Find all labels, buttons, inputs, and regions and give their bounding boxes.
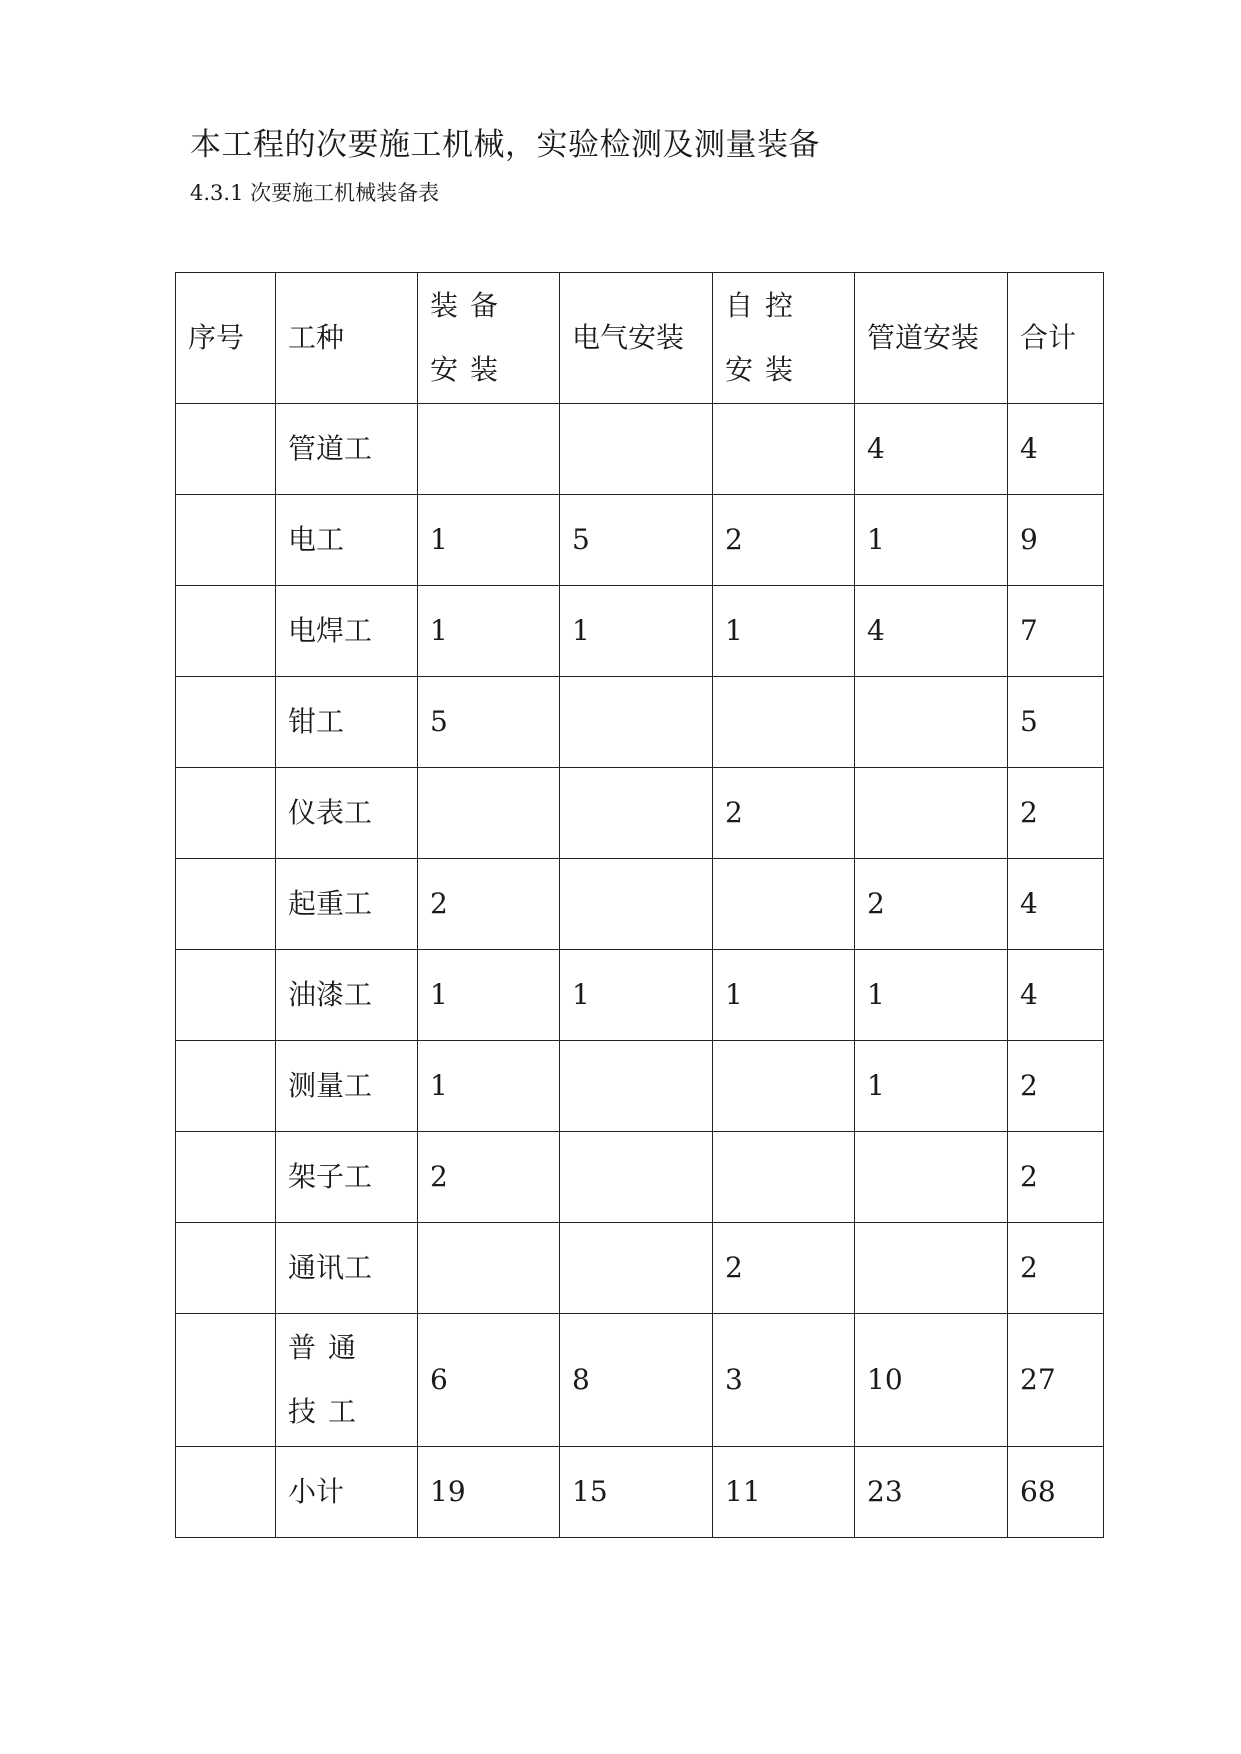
cell-control: 2 [713,495,855,586]
cell-equipment: 2 [418,859,560,950]
cell-trade: 钳工 [276,677,418,768]
cell-control [713,1132,855,1223]
cell-trade: 通讯工 [276,1223,418,1314]
cell-piping [855,677,1008,768]
cell-control: 1 [713,586,855,677]
cell-trade-label: 普通技工 [288,1331,369,1428]
table-row [176,1314,1104,1447]
table-caption: 4.3.1 次要施工机械装备表 [190,181,440,205]
table-row [176,859,1104,950]
cell-equipment: 5 [418,677,560,768]
cell-trade: 仪表工 [276,768,418,859]
cell-electrical: 5 [560,495,713,586]
cell-trade: 油漆工 [276,950,418,1041]
cell-trade: 起重工 [276,859,418,950]
table-row [176,586,1104,677]
cell-piping: 23 [855,1447,1008,1538]
cell-equipment: 19 [418,1447,560,1538]
cell-total: 27 [1008,1314,1104,1447]
cell-piping: 1 [855,1041,1008,1132]
cell-total: 4 [1008,404,1104,495]
cell-trade: 管道工 [276,404,418,495]
cell-trade: 测量工 [276,1041,418,1132]
cell-electrical: 1 [560,950,713,1041]
cell-equipment [418,404,560,495]
cell-piping [855,768,1008,859]
table-row [176,1223,1104,1314]
header-label-control: 自控安装 [725,289,806,386]
cell-control: 2 [713,768,855,859]
cell-no [176,859,276,950]
cell-total: 9 [1008,495,1104,586]
table-row [176,950,1104,1041]
cell-equipment [418,1223,560,1314]
cell-total: 2 [1008,768,1104,859]
cell-piping: 4 [855,404,1008,495]
cell-control: 3 [713,1314,855,1447]
cell-no [176,1447,276,1538]
cell-total: 4 [1008,859,1104,950]
cell-no [176,586,276,677]
cell-equipment: 6 [418,1314,560,1447]
cell-electrical [560,1132,713,1223]
cell-no [176,768,276,859]
cell-electrical [560,677,713,768]
cell-electrical [560,404,713,495]
table-row [176,677,1104,768]
cell-piping: 2 [855,859,1008,950]
cell-total: 68 [1008,1447,1104,1538]
header-label-equipment: 装备安装 [430,289,511,386]
cell-piping: 1 [855,495,1008,586]
cell-trade [276,1314,418,1447]
table-row [176,768,1104,859]
cell-trade: 电工 [276,495,418,586]
cell-no [176,1314,276,1447]
cell-total: 5 [1008,677,1104,768]
cell-electrical [560,859,713,950]
cell-no [176,495,276,586]
cell-equipment: 1 [418,586,560,677]
cell-equipment [418,768,560,859]
cell-piping: 1 [855,950,1008,1041]
header-cell-piping: 管道安装 [855,273,1008,404]
document-title: 本工程的次要施工机械，实验检测及测量装备 [190,127,820,163]
cell-trade: 小计 [276,1447,418,1538]
table-row [176,1447,1104,1538]
cell-equipment: 1 [418,495,560,586]
cell-no [176,1041,276,1132]
cell-trade: 架子工 [276,1132,418,1223]
header-cell-control [713,273,855,404]
cell-total: 2 [1008,1041,1104,1132]
header-cell-total: 合计 [1008,273,1104,404]
cell-control: 11 [713,1447,855,1538]
cell-total: 7 [1008,586,1104,677]
cell-no [176,1223,276,1314]
cell-control [713,677,855,768]
cell-trade: 电焊工 [276,586,418,677]
table-row [176,495,1104,586]
header-cell-equipment [418,273,560,404]
cell-electrical: 15 [560,1447,713,1538]
cell-electrical [560,768,713,859]
cell-control [713,1041,855,1132]
cell-piping [855,1132,1008,1223]
cell-equipment: 1 [418,950,560,1041]
header-cell-trade: 工种 [276,273,418,404]
cell-control [713,859,855,950]
cell-control [713,404,855,495]
cell-piping [855,1223,1008,1314]
equipment-table [175,272,1104,1538]
table-row [176,404,1104,495]
cell-electrical [560,1041,713,1132]
cell-total: 4 [1008,950,1104,1041]
cell-no [176,677,276,768]
cell-equipment: 2 [418,1132,560,1223]
table-row [176,1041,1104,1132]
cell-no [176,1132,276,1223]
cell-electrical [560,1223,713,1314]
cell-total: 2 [1008,1132,1104,1223]
cell-total: 2 [1008,1223,1104,1314]
cell-piping: 10 [855,1314,1008,1447]
table-header-row [176,273,1104,404]
cell-piping: 4 [855,586,1008,677]
cell-electrical: 1 [560,586,713,677]
cell-control: 1 [713,950,855,1041]
table-row [176,1132,1104,1223]
table-body [176,273,1104,1538]
header-cell-electrical: 电气安装 [560,273,713,404]
header-cell-no: 序号 [176,273,276,404]
cell-no [176,950,276,1041]
cell-equipment: 1 [418,1041,560,1132]
cell-control: 2 [713,1223,855,1314]
cell-no [176,404,276,495]
cell-electrical: 8 [560,1314,713,1447]
